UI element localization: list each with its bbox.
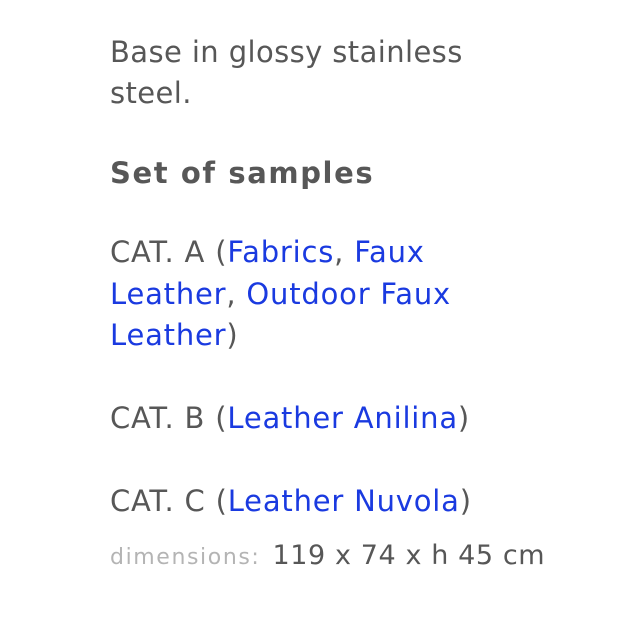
category-a-separator-2: , xyxy=(226,276,247,311)
category-a-link-outdoor-faux-leather[interactable]: Outdoor Faux Leather xyxy=(110,276,451,352)
category-a-link-fabrics[interactable]: Fabrics xyxy=(227,235,335,270)
category-line-c xyxy=(110,439,530,522)
dimensions-value: 119 x 74 x h 45 cm xyxy=(272,540,546,572)
category-a-link-faux-leather[interactable]: Faux Leather xyxy=(110,235,425,311)
category-line-b xyxy=(110,356,530,439)
category-a-separator-1: , xyxy=(334,235,355,270)
dimensions-label: dimensions: xyxy=(110,545,261,571)
category-a-suffix: ) xyxy=(226,317,239,352)
category-c-suffix: ) xyxy=(459,484,472,519)
samples-heading: Set of samples xyxy=(110,156,375,191)
category-b-prefix: CAT. B ( xyxy=(110,400,228,435)
intro-text: Base in glossy stainless steel. xyxy=(110,35,463,111)
category-b-link-leather-anilina[interactable]: Leather Anilina xyxy=(227,400,458,435)
dimensions-row xyxy=(110,522,602,571)
category-line-a xyxy=(110,190,530,356)
category-c-prefix: CAT. C ( xyxy=(110,484,228,519)
category-b-suffix: ) xyxy=(457,400,471,435)
category-a-prefix: CAT. A ( xyxy=(110,235,228,270)
category-c-link-leather-nuvola[interactable]: Leather Nuvola xyxy=(227,484,460,519)
